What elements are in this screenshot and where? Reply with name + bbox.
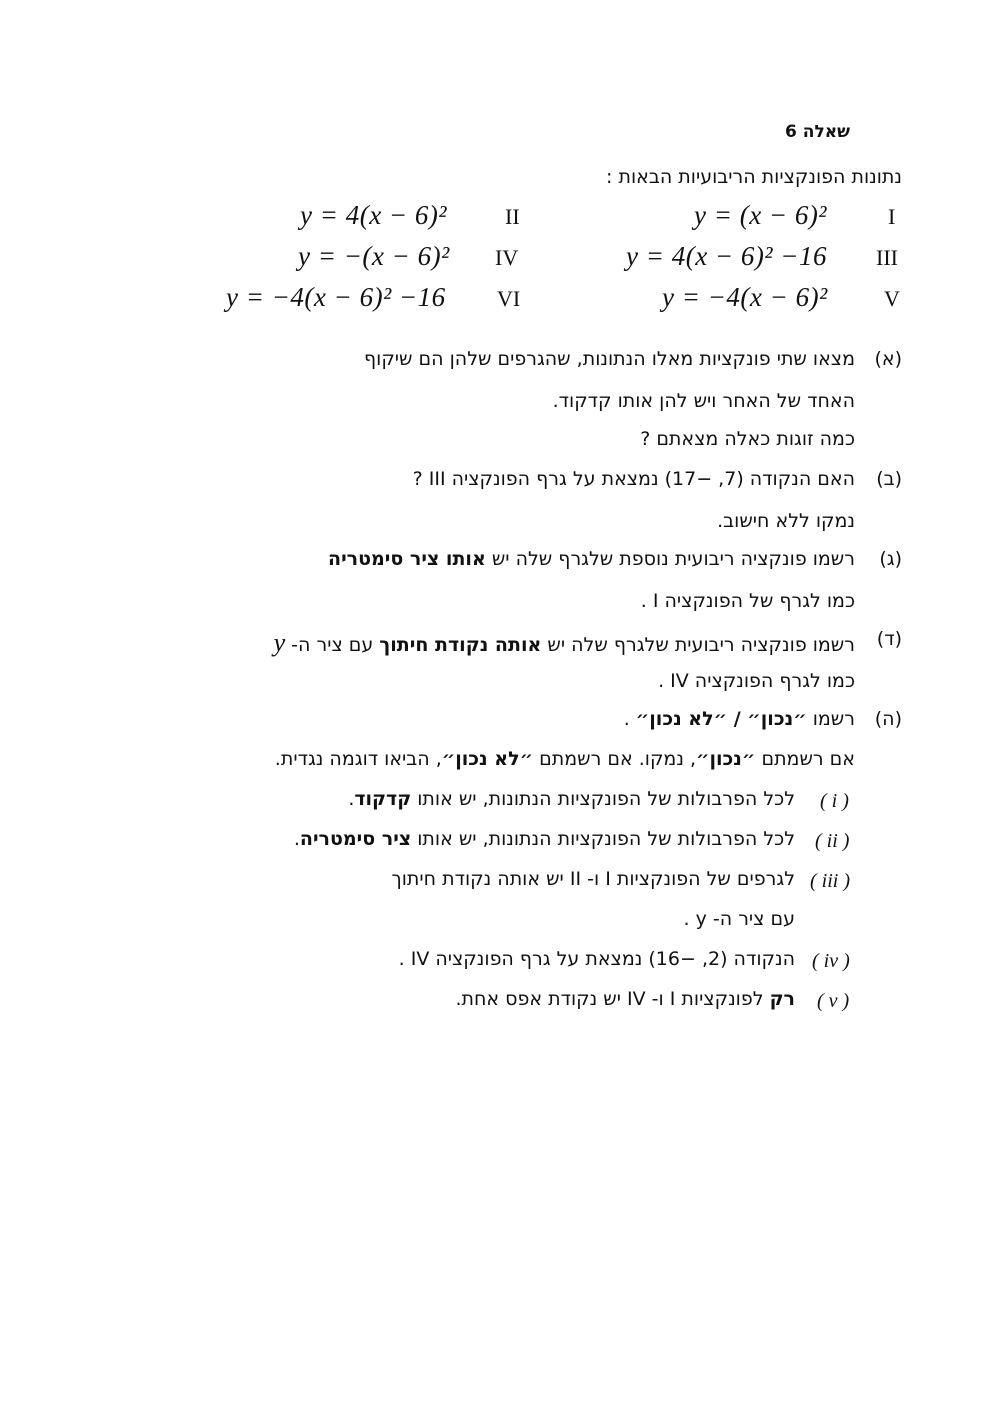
part-text: נמקו ללא חישוב.: [717, 510, 855, 532]
part-label: (א): [874, 348, 902, 370]
function-numeral: VI: [497, 286, 521, 311]
sub-text: הנקודה (2, −16) נמצאת על גרף הפונקציה IV .: [398, 948, 795, 970]
sub-label: ( iv ): [812, 950, 850, 972]
part-text: רשמו פונקציה ריבועית שלגרף שלה יש אותה נקודת חיתוך עם ציר ה- y: [273, 628, 855, 657]
part-text: כמו לגרף הפונקציה IV .: [658, 670, 855, 692]
part-label: (ה): [874, 708, 902, 730]
part-text: כמו לגרף של הפונקציה I .: [640, 590, 855, 612]
part-text: האחד של האחר ויש להן אותו קדקוד.: [552, 390, 855, 412]
function-equation: y = −(x − 6)²: [298, 241, 450, 271]
sub-label: ( ii ): [815, 830, 850, 852]
function-equation: y = 4(x − 6)²: [300, 200, 447, 230]
sub-text: לגרפים של הפונקציות I ו- II יש אותה נקודת חיתוך: [391, 868, 795, 890]
part-text: כמה זוגות כאלה מצאתם ?: [640, 428, 855, 450]
part-text: האם הנקודה (7, −17) נמצאת על גרף הפונקציה III ?: [412, 468, 855, 490]
sub-text: לכל הפרבולות של הפונקציות הנתונות, יש אותו קדקוד.: [348, 788, 795, 810]
part-text: רשמו ״נכון״ / ״לא נכון״ .: [623, 708, 855, 730]
function-numeral: III: [876, 245, 898, 270]
function-numeral: IV: [495, 245, 519, 270]
sub-label: ( v ): [817, 990, 850, 1012]
function-numeral: V: [884, 286, 900, 311]
part-text: אם רשמתם ״נכון״, נמקו. אם רשמתם ״לא נכון״, הביאו דוגמה נגדית.: [274, 748, 855, 770]
function-equation: y = −4(x − 6)²: [662, 282, 828, 312]
question-title: שאלה 6: [785, 122, 850, 142]
function-equation: y = (x − 6)²: [694, 200, 827, 230]
part-label: (ב): [876, 468, 902, 490]
part-text: מצאו שתי פונקציות מאלו הנתונות, שהגרפים שלהן הם שיקוף: [363, 348, 855, 370]
part-label: (ד): [876, 628, 902, 650]
sub-text: לכל הפרבולות של הפונקציות הנתונות, יש אותו ציר סימטריה.: [293, 828, 795, 850]
function-equation: y = −4(x − 6)² −16: [226, 282, 446, 312]
sub-text: רק לפונקציות I ו- IV יש נקודת אפס אחת.: [455, 988, 795, 1010]
function-numeral: I: [888, 204, 896, 229]
sub-text: עם ציר ה- y .: [683, 908, 795, 930]
part-label: (ג): [879, 548, 902, 570]
function-equation: y = 4(x − 6)² −16: [626, 241, 827, 271]
sub-label: ( i ): [820, 790, 849, 812]
intro-text: נתונות הפונקציות הריבועיות הבאות :: [606, 166, 902, 188]
sub-label: ( iii ): [810, 870, 850, 892]
part-text: רשמו פונקציה ריבועית נוספת שלגרף שלה יש אותו ציר סימטריה: [328, 548, 855, 570]
function-numeral: II: [505, 204, 520, 229]
